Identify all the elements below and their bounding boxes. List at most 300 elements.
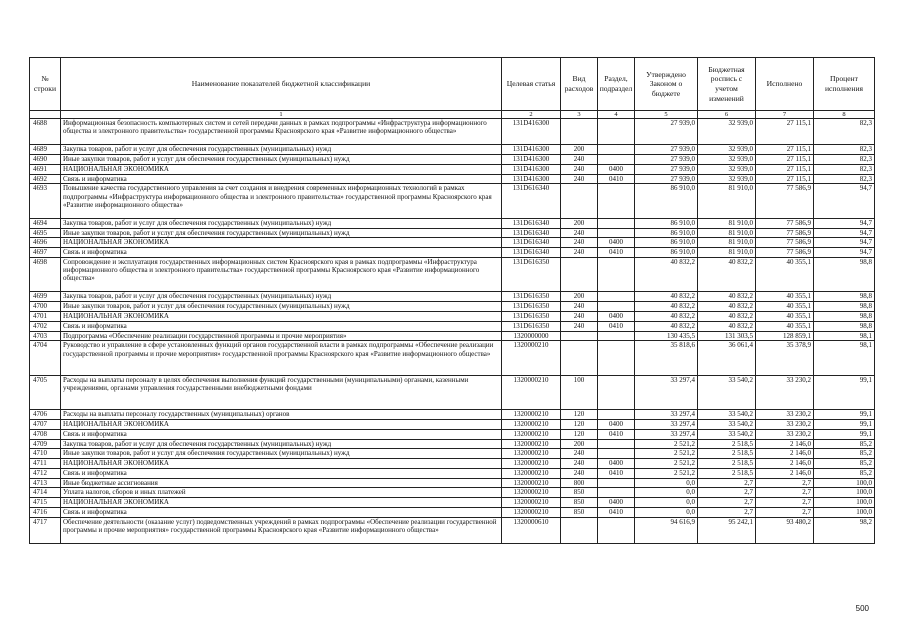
row-number: 4716 xyxy=(30,508,61,518)
row-schedule: 32 939,0 xyxy=(698,154,756,164)
row-target-code: 1320000000 xyxy=(502,331,561,341)
row-approved: 27 939,0 xyxy=(635,145,698,155)
table-row xyxy=(30,517,875,543)
table-row xyxy=(30,238,875,248)
row-target-code: 1320000210 xyxy=(502,419,561,429)
page-number: 500 xyxy=(855,604,869,613)
row-executed: 27 115,1 xyxy=(756,119,814,145)
row-target-code: 131D416300 xyxy=(502,174,561,184)
row-section xyxy=(598,439,635,449)
row-expense-type: 200 xyxy=(561,145,598,155)
row-name: Закупка товаров, работ и услуг для обеспечения государственных (муниципальных) нужд xyxy=(61,218,502,228)
table-row xyxy=(30,468,875,478)
row-number: 4701 xyxy=(30,311,61,321)
row-expense-type xyxy=(561,184,598,218)
row-percent: 94,7 xyxy=(814,218,875,228)
table-row xyxy=(30,331,875,341)
row-name: НАЦИОНАЛЬНАЯ ЭКОНОМИКА xyxy=(61,164,502,174)
row-schedule: 32 939,0 xyxy=(698,145,756,155)
table-row xyxy=(30,439,875,449)
row-schedule: 2 518,5 xyxy=(698,439,756,449)
row-expense-type: 240 xyxy=(561,311,598,321)
row-section xyxy=(598,302,635,312)
row-percent: 82,3 xyxy=(814,119,875,145)
row-executed: 2 146,0 xyxy=(756,439,814,449)
header-exp-type: Вид расходов xyxy=(561,58,598,111)
row-percent: 99,1 xyxy=(814,410,875,420)
row-expense-type: 200 xyxy=(561,439,598,449)
col-number: 6 xyxy=(698,111,756,119)
row-approved: 0,0 xyxy=(635,478,698,488)
row-expense-type: 240 xyxy=(561,449,598,459)
row-name: Связь и информатика xyxy=(61,321,502,331)
row-section xyxy=(598,331,635,341)
row-percent: 94,7 xyxy=(814,228,875,238)
row-approved: 86 910,0 xyxy=(635,218,698,228)
row-section: 0410 xyxy=(598,248,635,258)
row-approved: 86 910,0 xyxy=(635,238,698,248)
row-target-code: 131D616350 xyxy=(502,321,561,331)
row-percent: 98,8 xyxy=(814,311,875,321)
row-name: Иные закупки товаров, работ и услуг для обеспечения государственных (муниципальных) нужд xyxy=(61,449,502,459)
row-approved: 130 435,5 xyxy=(635,331,698,341)
row-approved: 2 521,2 xyxy=(635,459,698,469)
row-section: 0400 xyxy=(598,498,635,508)
row-approved: 40 832,2 xyxy=(635,302,698,312)
row-approved: 40 832,2 xyxy=(635,292,698,302)
row-number: 4688 xyxy=(30,119,61,145)
row-executed: 27 115,1 xyxy=(756,145,814,155)
row-approved: 27 939,0 xyxy=(635,119,698,145)
row-section xyxy=(598,228,635,238)
row-number: 4708 xyxy=(30,429,61,439)
row-number: 4711 xyxy=(30,459,61,469)
row-approved: 40 832,2 xyxy=(635,257,698,291)
row-percent: 82,3 xyxy=(814,145,875,155)
row-schedule: 2 518,5 xyxy=(698,468,756,478)
row-section xyxy=(598,292,635,302)
row-target-code: 131D616340 xyxy=(502,248,561,258)
row-expense-type: 240 xyxy=(561,238,598,248)
row-executed: 93 480,2 xyxy=(756,517,814,543)
row-expense-type: 850 xyxy=(561,498,598,508)
row-percent: 98,2 xyxy=(814,517,875,543)
row-target-code: 131D616340 xyxy=(502,184,561,218)
row-schedule: 81 910,0 xyxy=(698,184,756,218)
row-expense-type: 240 xyxy=(561,154,598,164)
row-name: Связь и информатика xyxy=(61,248,502,258)
row-name: Иные закупки товаров, работ и услуг для обеспечения государственных (муниципальных) нужд xyxy=(61,154,502,164)
col-number: 2 xyxy=(502,111,561,119)
row-number: 4712 xyxy=(30,468,61,478)
row-executed: 2,7 xyxy=(756,498,814,508)
row-approved: 86 910,0 xyxy=(635,228,698,238)
row-schedule: 2,7 xyxy=(698,478,756,488)
row-approved: 27 939,0 xyxy=(635,174,698,184)
row-name: Связь и информатика xyxy=(61,508,502,518)
row-number: 4703 xyxy=(30,331,61,341)
row-name: Закупка товаров, работ и услуг для обеспечения государственных (муниципальных) нужд xyxy=(61,439,502,449)
row-section: 0400 xyxy=(598,419,635,429)
row-number: 4714 xyxy=(30,488,61,498)
row-expense-type: 240 xyxy=(561,228,598,238)
header-name: Наименование показателей бюджетной классификации xyxy=(61,58,502,111)
row-executed: 40 355,1 xyxy=(756,292,814,302)
row-approved: 86 910,0 xyxy=(635,184,698,218)
row-number: 4694 xyxy=(30,218,61,228)
row-target-code: 1320000210 xyxy=(502,341,561,375)
row-name: Информационная безопасность компьютерных систем и сетей передачи данных в рамках подпрограммы «Инфраструктура информационного общества и электронного правительства» государственной программы Красноярского края «Развитие информационного общества» xyxy=(61,119,502,145)
row-schedule: 2,7 xyxy=(698,498,756,508)
row-section xyxy=(598,119,635,145)
row-approved: 33 297,4 xyxy=(635,375,698,409)
row-number: 4705 xyxy=(30,375,61,409)
row-executed: 33 230,2 xyxy=(756,375,814,409)
row-name: Обеспечение деятельности (оказание услуг) подведомственных учреждений в рамках подпрограммы «Обеспечение реализации государственной программы и прочие мероприятия» государственной программы Красноярского края «Развитие информационного общества» xyxy=(61,517,502,543)
row-percent: 85,2 xyxy=(814,439,875,449)
budget-report-sheet xyxy=(29,57,874,544)
row-name: Иные закупки товаров, работ и услуг для обеспечения государственных (муниципальных) нужд xyxy=(61,228,502,238)
row-expense-type xyxy=(561,517,598,543)
row-section xyxy=(598,517,635,543)
row-name: НАЦИОНАЛЬНАЯ ЭКОНОМИКА xyxy=(61,498,502,508)
row-target-code: 1320000210 xyxy=(502,468,561,478)
table-row xyxy=(30,154,875,164)
row-section: 0400 xyxy=(598,311,635,321)
row-target-code: 131D616340 xyxy=(502,228,561,238)
row-schedule: 32 939,0 xyxy=(698,164,756,174)
row-number: 4695 xyxy=(30,228,61,238)
row-approved: 0,0 xyxy=(635,508,698,518)
table-row xyxy=(30,488,875,498)
row-section xyxy=(598,488,635,498)
row-section xyxy=(598,154,635,164)
header-row xyxy=(30,58,875,111)
row-target-code: 131D416300 xyxy=(502,164,561,174)
col-number: 5 xyxy=(635,111,698,119)
row-number: 4709 xyxy=(30,439,61,449)
col-number: 3 xyxy=(561,111,598,119)
table-row xyxy=(30,184,875,218)
row-schedule: 40 832,2 xyxy=(698,321,756,331)
row-percent: 100,0 xyxy=(814,508,875,518)
row-number: 4707 xyxy=(30,419,61,429)
row-approved: 33 297,4 xyxy=(635,419,698,429)
row-executed: 2 146,0 xyxy=(756,468,814,478)
table-row xyxy=(30,164,875,174)
row-executed: 40 355,1 xyxy=(756,311,814,321)
row-name: Руководство и управление в сфере установленных функций органов государственной власти в рамках подпрограммы «Обеспечение реализации государственной программы и прочие мероприятия» государственной программы Красноярского края «Развитие информационного общества» xyxy=(61,341,502,375)
row-approved: 33 297,4 xyxy=(635,429,698,439)
row-target-code: 1320000210 xyxy=(502,459,561,469)
row-percent: 100,0 xyxy=(814,498,875,508)
col-number: 1 xyxy=(61,111,502,119)
row-executed: 27 115,1 xyxy=(756,174,814,184)
row-target-code: 131D416300 xyxy=(502,154,561,164)
row-number: 4692 xyxy=(30,174,61,184)
table-row xyxy=(30,257,875,291)
row-section xyxy=(598,257,635,291)
row-approved: 35 818,6 xyxy=(635,341,698,375)
row-percent: 98,8 xyxy=(814,321,875,331)
row-target-code: 131D616350 xyxy=(502,257,561,291)
row-section: 0400 xyxy=(598,164,635,174)
row-executed: 2,7 xyxy=(756,488,814,498)
row-schedule: 81 910,0 xyxy=(698,238,756,248)
row-schedule: 131 303,5 xyxy=(698,331,756,341)
row-approved: 27 939,0 xyxy=(635,164,698,174)
row-percent: 98,8 xyxy=(814,257,875,291)
row-schedule: 2,7 xyxy=(698,488,756,498)
row-percent: 85,2 xyxy=(814,459,875,469)
row-target-code: 1320000210 xyxy=(502,508,561,518)
row-target-code: 131D616340 xyxy=(502,218,561,228)
table-body xyxy=(30,119,875,544)
row-approved: 40 832,2 xyxy=(635,321,698,331)
row-target-code: 1320000210 xyxy=(502,410,561,420)
row-number: 4700 xyxy=(30,302,61,312)
row-name: НАЦИОНАЛЬНАЯ ЭКОНОМИКА xyxy=(61,419,502,429)
row-approved: 0,0 xyxy=(635,488,698,498)
row-section: 0400 xyxy=(598,459,635,469)
row-expense-type xyxy=(561,341,598,375)
row-approved: 33 297,4 xyxy=(635,410,698,420)
row-percent: 82,3 xyxy=(814,174,875,184)
row-name: Уплата налогов, сборов и иных платежей xyxy=(61,488,502,498)
table-row xyxy=(30,419,875,429)
row-expense-type: 120 xyxy=(561,419,598,429)
table-row xyxy=(30,508,875,518)
row-schedule: 40 832,2 xyxy=(698,311,756,321)
row-name: Иные закупки товаров, работ и услуг для обеспечения государственных (муниципальных) нужд xyxy=(61,302,502,312)
table-row xyxy=(30,341,875,375)
row-expense-type: 240 xyxy=(561,459,598,469)
table-row xyxy=(30,429,875,439)
row-percent: 94,7 xyxy=(814,184,875,218)
row-name: Связь и информатика xyxy=(61,429,502,439)
row-name: НАЦИОНАЛЬНАЯ ЭКОНОМИКА xyxy=(61,459,502,469)
row-executed: 40 355,1 xyxy=(756,321,814,331)
row-percent: 98,8 xyxy=(814,302,875,312)
row-section: 0400 xyxy=(598,238,635,248)
table-row xyxy=(30,498,875,508)
table-row xyxy=(30,321,875,331)
row-section: 0410 xyxy=(598,508,635,518)
row-approved: 0,0 xyxy=(635,498,698,508)
row-name: Подпрограмма «Обеспечение реализации государственной программы и прочие мероприятия» xyxy=(61,331,502,341)
row-name: Расходы на выплаты персоналу государственных (муниципальных) органов xyxy=(61,410,502,420)
row-schedule: 81 910,0 xyxy=(698,218,756,228)
row-percent: 98,8 xyxy=(814,292,875,302)
row-name: НАЦИОНАЛЬНАЯ ЭКОНОМИКА xyxy=(61,311,502,321)
table-row xyxy=(30,311,875,321)
row-schedule: 2 518,5 xyxy=(698,459,756,469)
header-percent: Процент исполнения xyxy=(814,58,875,111)
row-approved: 2 521,2 xyxy=(635,439,698,449)
row-executed: 2,7 xyxy=(756,508,814,518)
row-number: 4693 xyxy=(30,184,61,218)
row-target-code: 131D416300 xyxy=(502,145,561,155)
row-expense-type: 240 xyxy=(561,174,598,184)
row-executed: 27 115,1 xyxy=(756,154,814,164)
row-schedule: 33 540,2 xyxy=(698,429,756,439)
table-row xyxy=(30,228,875,238)
row-number: 4713 xyxy=(30,478,61,488)
row-percent: 94,7 xyxy=(814,248,875,258)
row-schedule: 40 832,2 xyxy=(698,292,756,302)
row-percent: 99,1 xyxy=(814,429,875,439)
row-target-code: 1320000210 xyxy=(502,488,561,498)
table-row xyxy=(30,119,875,145)
table-row xyxy=(30,449,875,459)
row-name: Связь и информатика xyxy=(61,468,502,478)
header-section: Раздел, подраздел xyxy=(598,58,635,111)
row-expense-type xyxy=(561,257,598,291)
row-expense-type: 240 xyxy=(561,302,598,312)
row-schedule: 32 939,0 xyxy=(698,174,756,184)
budget-table xyxy=(29,57,875,544)
header-row-no: № строки xyxy=(30,58,61,111)
row-number: 4691 xyxy=(30,164,61,174)
row-target-code: 131D616350 xyxy=(502,302,561,312)
row-schedule: 33 540,2 xyxy=(698,375,756,409)
row-percent: 85,2 xyxy=(814,468,875,478)
row-number: 4698 xyxy=(30,257,61,291)
header-approved: Утверждено Законом о бюджете xyxy=(635,58,698,111)
row-number: 4717 xyxy=(30,517,61,543)
row-approved: 27 939,0 xyxy=(635,154,698,164)
row-number: 4696 xyxy=(30,238,61,248)
row-name: НАЦИОНАЛЬНАЯ ЭКОНОМИКА xyxy=(61,238,502,248)
row-number: 4699 xyxy=(30,292,61,302)
table-row xyxy=(30,375,875,409)
column-number-row xyxy=(30,111,875,119)
row-number: 4704 xyxy=(30,341,61,375)
row-executed: 2 146,0 xyxy=(756,459,814,469)
row-expense-type: 240 xyxy=(561,164,598,174)
row-expense-type: 850 xyxy=(561,508,598,518)
header-executed: Исполнено xyxy=(756,58,814,111)
row-target-code: 131D616350 xyxy=(502,292,561,302)
row-number: 4690 xyxy=(30,154,61,164)
row-target-code: 1320000210 xyxy=(502,429,561,439)
row-target-code: 131D616340 xyxy=(502,238,561,248)
table-row xyxy=(30,248,875,258)
row-executed: 40 355,1 xyxy=(756,257,814,291)
row-percent: 98,1 xyxy=(814,331,875,341)
row-section: 0410 xyxy=(598,174,635,184)
row-section xyxy=(598,218,635,228)
row-target-code: 1320000610 xyxy=(502,517,561,543)
row-section: 0410 xyxy=(598,321,635,331)
table-row xyxy=(30,218,875,228)
row-schedule: 81 910,0 xyxy=(698,228,756,238)
row-executed: 33 230,2 xyxy=(756,429,814,439)
row-section xyxy=(598,449,635,459)
row-section xyxy=(598,145,635,155)
col-number: 7 xyxy=(756,111,814,119)
row-schedule: 36 061,4 xyxy=(698,341,756,375)
row-executed: 128 859,1 xyxy=(756,331,814,341)
col-number: 8 xyxy=(814,111,875,119)
row-target-code: 1320000210 xyxy=(502,478,561,488)
row-target-code: 1320000210 xyxy=(502,449,561,459)
row-percent: 94,7 xyxy=(814,238,875,248)
row-section xyxy=(598,341,635,375)
table-row xyxy=(30,302,875,312)
row-name: Закупка товаров, работ и услуг для обеспечения государственных (муниципальных) нужд xyxy=(61,292,502,302)
table-row xyxy=(30,292,875,302)
row-schedule: 2 518,5 xyxy=(698,449,756,459)
row-percent: 99,1 xyxy=(814,375,875,409)
row-executed: 40 355,1 xyxy=(756,302,814,312)
row-executed: 35 378,9 xyxy=(756,341,814,375)
row-approved: 2 521,2 xyxy=(635,449,698,459)
row-percent: 82,3 xyxy=(814,164,875,174)
row-percent: 85,2 xyxy=(814,449,875,459)
row-section xyxy=(598,410,635,420)
row-percent: 82,3 xyxy=(814,154,875,164)
row-expense-type: 120 xyxy=(561,429,598,439)
row-executed: 77 586,9 xyxy=(756,184,814,218)
row-schedule: 2,7 xyxy=(698,508,756,518)
row-schedule: 95 242,1 xyxy=(698,517,756,543)
row-target-code: 131D616350 xyxy=(502,311,561,321)
table-row xyxy=(30,410,875,420)
row-section: 0410 xyxy=(598,468,635,478)
row-expense-type: 120 xyxy=(561,410,598,420)
row-target-code: 1320000210 xyxy=(502,439,561,449)
row-expense-type: 240 xyxy=(561,248,598,258)
row-executed: 27 115,1 xyxy=(756,164,814,174)
row-expense-type xyxy=(561,119,598,145)
row-executed: 77 586,9 xyxy=(756,228,814,238)
row-number: 4715 xyxy=(30,498,61,508)
row-executed: 33 230,2 xyxy=(756,410,814,420)
row-schedule: 40 832,2 xyxy=(698,302,756,312)
table-row xyxy=(30,174,875,184)
row-executed: 2 146,0 xyxy=(756,449,814,459)
row-section xyxy=(598,478,635,488)
row-schedule: 81 910,0 xyxy=(698,248,756,258)
row-percent: 98,1 xyxy=(814,341,875,375)
header-schedule: Бюджетная роспись с учетом изменений xyxy=(698,58,756,111)
row-executed: 33 230,2 xyxy=(756,419,814,429)
row-schedule: 33 540,2 xyxy=(698,419,756,429)
row-schedule: 40 832,2 xyxy=(698,257,756,291)
row-expense-type: 200 xyxy=(561,218,598,228)
row-executed: 77 586,9 xyxy=(756,238,814,248)
row-expense-type xyxy=(561,331,598,341)
row-target-code: 1320000210 xyxy=(502,375,561,409)
row-expense-type: 850 xyxy=(561,488,598,498)
row-approved: 2 521,2 xyxy=(635,468,698,478)
row-percent: 100,0 xyxy=(814,478,875,488)
row-target-code: 1320000210 xyxy=(502,498,561,508)
header-target: Целевая статья xyxy=(502,58,561,111)
row-expense-type: 200 xyxy=(561,292,598,302)
row-name: Связь и информатика xyxy=(61,174,502,184)
row-expense-type: 800 xyxy=(561,478,598,488)
row-executed: 77 586,9 xyxy=(756,248,814,258)
row-name: Сопровождение и эксплуатация государственных информационных систем Красноярского края в рамках подпрограммы «Инфраструктура информационного общества и электронного правительства» государственной программы Красноярского края «Развитие информационного общества» xyxy=(61,257,502,291)
row-number: 4697 xyxy=(30,248,61,258)
row-section xyxy=(598,375,635,409)
row-approved: 86 910,0 xyxy=(635,248,698,258)
row-expense-type: 100 xyxy=(561,375,598,409)
row-number: 4702 xyxy=(30,321,61,331)
row-expense-type: 240 xyxy=(561,321,598,331)
